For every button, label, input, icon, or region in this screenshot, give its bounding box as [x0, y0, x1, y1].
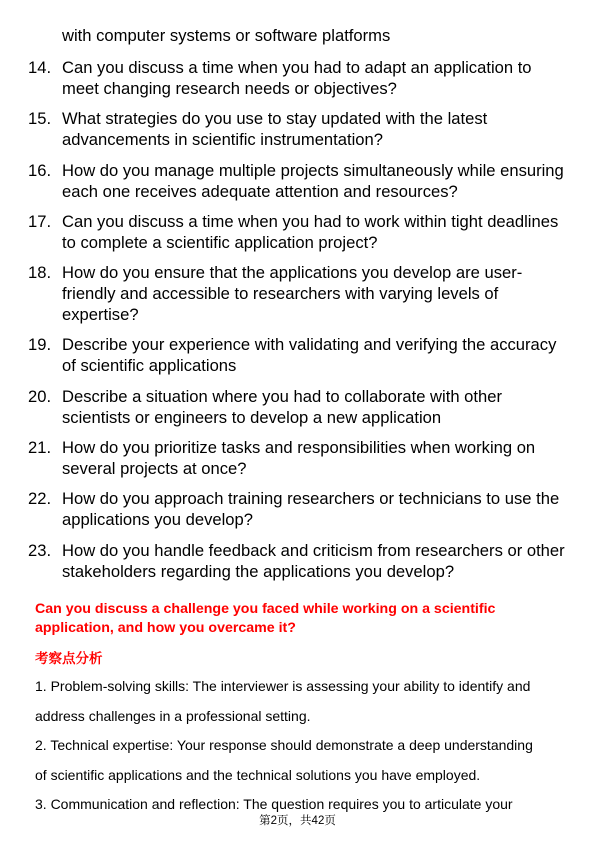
question-list [0, 57, 595, 591]
analysis-line: of scientific applications and the technical solutions you have employed. [35, 766, 481, 783]
question-text: How do you prioritize tasks and responsibilities when working on several projects at once? [62, 438, 536, 479]
question-text: How do you manage multiple projects simultaneously while ensuring each one receives adequate attention and resources? [62, 160, 564, 201]
list-item [0, 160, 595, 202]
question-number: 21. [28, 438, 52, 458]
list-item [0, 437, 595, 479]
list-item [0, 334, 595, 376]
question-number: 18. [28, 263, 52, 283]
analysis-heading: 考察点分析 [35, 651, 103, 666]
question-text: What strategies do you use to stay updated with the latest advancements in scientific instrumentation? [62, 109, 488, 150]
question-number: 14. [28, 58, 52, 77]
list-item [0, 262, 595, 325]
question-text: Can you discuss a time when you had to adapt an application to meet changing research needs or objectives? [62, 58, 532, 98]
question-text: How do you handle feedback and criticism from researchers or other stakeholders regarding the applications you develop? [62, 540, 565, 581]
question-number: 17. [28, 211, 52, 231]
list-item [0, 57, 595, 99]
question-number: 16. [28, 160, 52, 180]
question-text: Describe your experience with validating and verifying the accuracy of scientific applications [62, 335, 557, 376]
list-item [0, 386, 595, 428]
question-number: 15. [28, 109, 52, 129]
analysis-line: address challenges in a professional setting. [35, 707, 311, 724]
page-footer: 第2页，共42页 [259, 815, 336, 827]
list-item [0, 211, 595, 253]
question-text: How do you approach training researchers or technicians to use the applications you develop? [62, 489, 560, 530]
question-number: 23. [28, 540, 52, 560]
list-item [0, 488, 595, 530]
question-number: 20. [28, 386, 52, 406]
list-item [0, 540, 595, 582]
question-number: 19. [28, 335, 52, 355]
question-text: Describe a situation where you had to collaborate with other scientists or engineers to develop a new application [62, 386, 502, 427]
list-item [0, 108, 595, 150]
question-text: Can you discuss a time when you had to work within tight deadlines to complete a scientific application project? [62, 211, 559, 252]
question-number: 22. [28, 489, 52, 509]
continuation-line: with computer systems or software platforms [62, 26, 391, 45]
analysis-line: 3. Communication and reflection: The question requires you to articulate your [35, 796, 513, 812]
question-text: How do you ensure that the applications you develop are user-friendly and accessible to researchers with varying levels of expertise? [62, 263, 523, 325]
section-question-heading: Can you discuss a challenge you faced while working on a scientific application, and how you overcame it? [35, 601, 496, 636]
analysis-line: 2. Technical expertise: Your response should demonstrate a deep understanding [35, 737, 533, 753]
analysis-body [35, 672, 565, 820]
analysis-line: 1. Problem-solving skills: The interviewer is assessing your ability to identify and [35, 678, 531, 694]
